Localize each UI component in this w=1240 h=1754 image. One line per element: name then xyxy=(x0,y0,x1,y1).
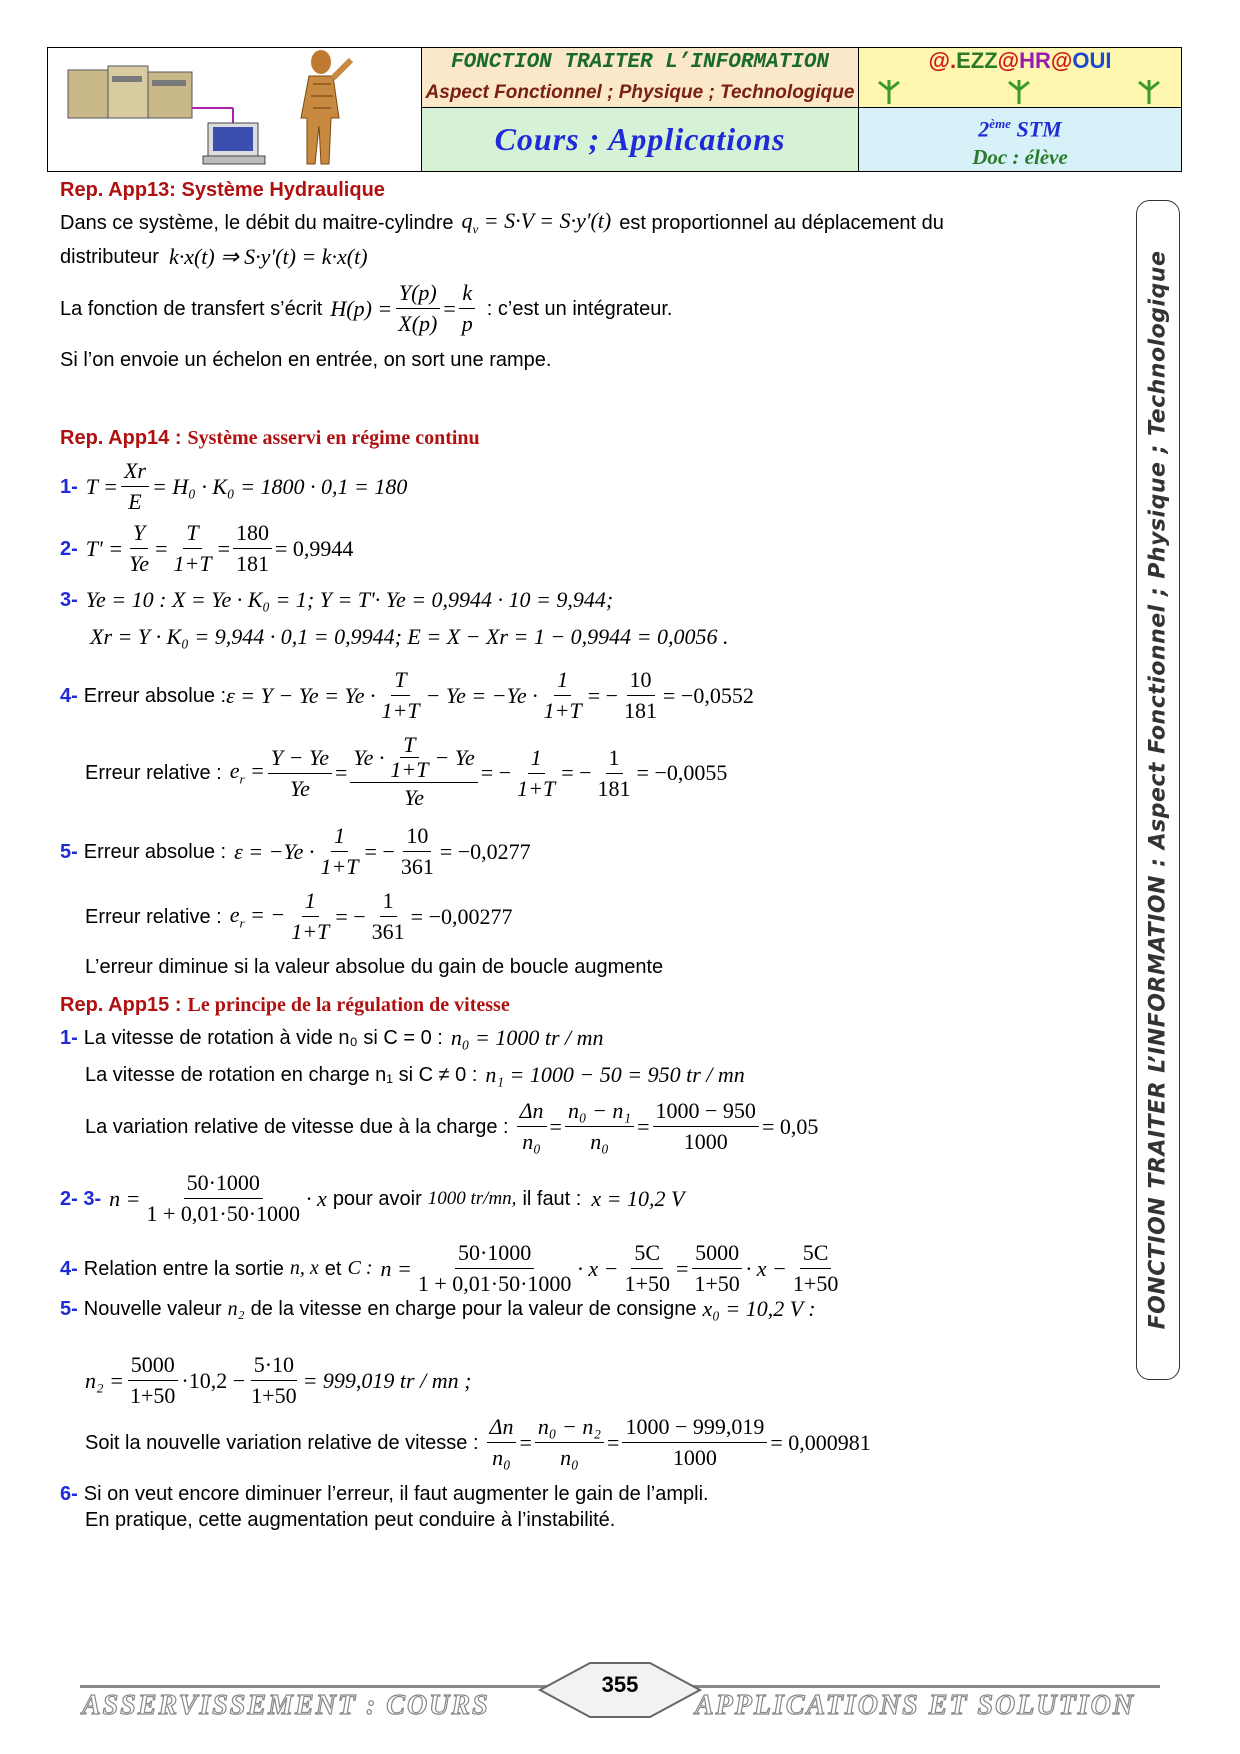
app15-q1-line3: La variation relative de vitesse due à la charge : $\frac{\Delta n}{\text{n₀}}$ = $\frac{\text{n₀ − n₁}}{\text{n₀}}$ = $\frac{1000 - 950}{1000}$ = 0,05 xyxy=(85,1098,819,1154)
side-title-box xyxy=(1136,200,1180,1380)
app15-heading: Rep. App15 : Le principe de la régulation de vitesse xyxy=(60,993,510,1016)
app15-q5-calc: n₂ = $\frac{5000}{1+50}$ ·10,2 − $\frac{5\cdot 10}{1+50}$ = 999,019 tr / mn ; xyxy=(85,1352,472,1408)
brand-logo: @.EZZ@HR@OUI xyxy=(928,48,1112,73)
app14-q2: 2- T' = $\frac{Y}{Ye}$ = $\frac{T}{1+T}$ = $\frac{180}{181}$ = 0,9944 xyxy=(60,520,354,576)
app14-q4-abs: 4- Erreur absolue : ε = Y − Ye = Ye · $\frac{T}{1+T}$ − Ye = −Ye · $\frac{1}{1+T}$ = − $\frac{10}{181}$ = −0,0552 xyxy=(60,667,754,723)
app15-q4: 4- Relation entre la sortie n, x et C : n = $\frac{50\cdot 1000}{1 + 0,01\cdot 50\cdot 1000}$ · x − $\frac{5C}{1+50}$ = $\frac{5000}{1+50}$ · x − $\frac{5C}{1+50}$ xyxy=(60,1240,839,1296)
app13-line4: Si l’on envoie un échelon en entrée, on sort une rampe. xyxy=(60,349,552,371)
app14-conclusion: L’erreur diminue si la valeur absolue du gain de boucle augmente xyxy=(85,956,664,978)
footer-line-left xyxy=(80,1685,550,1688)
app13-line3: La fonction de transfert s’écrit H(p) = $\frac{Y(p)}{X(p)}$ = $\frac{k}{p}$ : c’est un intégrateur. xyxy=(60,280,673,336)
side-title: FONCTION TRAITER L’INFORMATION : Aspect Fonctionnel ; Physique ; Technologique xyxy=(1145,250,1171,1330)
flower-decoration-icon xyxy=(869,74,1169,106)
header-level-cell xyxy=(859,108,1181,171)
footer-left-text: ASSERVISSEMENT : COURS xyxy=(82,1690,490,1721)
app14-q4-rel: Erreur relative : $e_r$ = $\frac{Y - Ye}{Ye}$ = Ye · $\frac{T}{1+T}$ − Ye Ye = − $\frac{1}{1+T}$ = − $\frac{1}{181}$ = −0,0055 xyxy=(85,732,728,810)
header-brand-cell xyxy=(859,48,1181,108)
header-cours: Cours ; Applications xyxy=(422,108,859,171)
app14-q3-line1: 3- Ye = 10 : X = Ye · K₀ = 1; Y = T'· Ye = 0,9944 · 10 = 9,944; xyxy=(60,587,614,612)
app14-q5-rel: Erreur relative : $e_r$ = − $\frac{1}{1+T}$ = − $\frac{1}{361}$ = −0,00277 xyxy=(85,888,513,944)
footer-right-text: APPLICATIONS ET SOLUTION xyxy=(695,1690,1136,1721)
app14-heading: Rep. App14 : Système asservi en régime continu xyxy=(60,426,480,449)
app13-line2: distributeur k·x(t) ⇒ S·y'(t) = k·x(t) xyxy=(60,244,368,269)
nervous-system-figure-icon xyxy=(273,48,363,168)
app14-q1: 1- T = $\frac{Xr}{E}$ = H₀ · K₀ = 1800 · 0,1 = 180 xyxy=(60,458,408,514)
app13-line1: Dans ce système, le débit du maitre-cylindre $q_v = S\cdot V = S\cdot y'(t)$ est proportionnel au déplacement du xyxy=(60,208,944,237)
app15-q23: 2- 3- n = $\frac{50\cdot 1000}{1 + 0,01\cdot 50\cdot 1000}$ · x pour avoir 1000 tr/mn, il faut : x = 10,2 V xyxy=(60,1170,685,1226)
header-subtitle: Aspect Fonctionnel ; Physique ; Technologique xyxy=(422,78,859,108)
doc-label: Doc : élève xyxy=(972,145,1068,170)
header-title: FONCTION TRAITER L’INFORMATION xyxy=(422,48,859,78)
app15-q5: 5- Nouvelle valeur n₂ de la vitesse en charge pour la valeur de consigne x₀ = 10,2 V : xyxy=(60,1296,816,1321)
app15-q6-line2: En pratique, cette augmentation peut conduire à l’instabilité. xyxy=(85,1509,616,1531)
header-table xyxy=(47,47,1182,172)
app15-q6-line1: 6- Si on veut encore diminuer l’erreur, il faut augmenter le gain de l’ampli. xyxy=(60,1483,709,1505)
page-number: 355 xyxy=(601,1672,639,1697)
footer-line-right xyxy=(690,1685,1160,1688)
app15-q1-line1: 1- La vitesse de rotation à vide n₀ si C = 0 : n₀ = 1000 tr / mn xyxy=(60,1025,604,1050)
level-label: 2ème STM xyxy=(978,116,1062,142)
app14-q5-abs: 5- Erreur absolue : ε = −Ye · $\frac{1}{1+T}$ = − $\frac{10}{361}$ = −0,0277 xyxy=(60,823,531,879)
app15-q5-rel: Soit la nouvelle variation relative de vitesse : $\frac{\Delta n}{\text{n₀}}$ = $\frac{\text{n₀ − n₂}}{\text{n₀}}$ = $\frac{1000 - 999,019}{1000}$ = 0,000981 xyxy=(85,1414,871,1470)
app14-q3-line2: Xr = Y · K₀ = 9,944 · 0,1 = 0,9944; E = X − Xr = 1 − 0,9944 = 0,0056 . xyxy=(90,624,729,649)
app13-heading: Rep. App13: Système Hydraulique xyxy=(60,179,385,201)
app15-q1-line2: La vitesse de rotation en charge n₁ si C ≠ 0 : n₁ = 1000 − 50 = 950 tr / mn xyxy=(85,1062,745,1087)
header-illustration xyxy=(48,48,422,171)
